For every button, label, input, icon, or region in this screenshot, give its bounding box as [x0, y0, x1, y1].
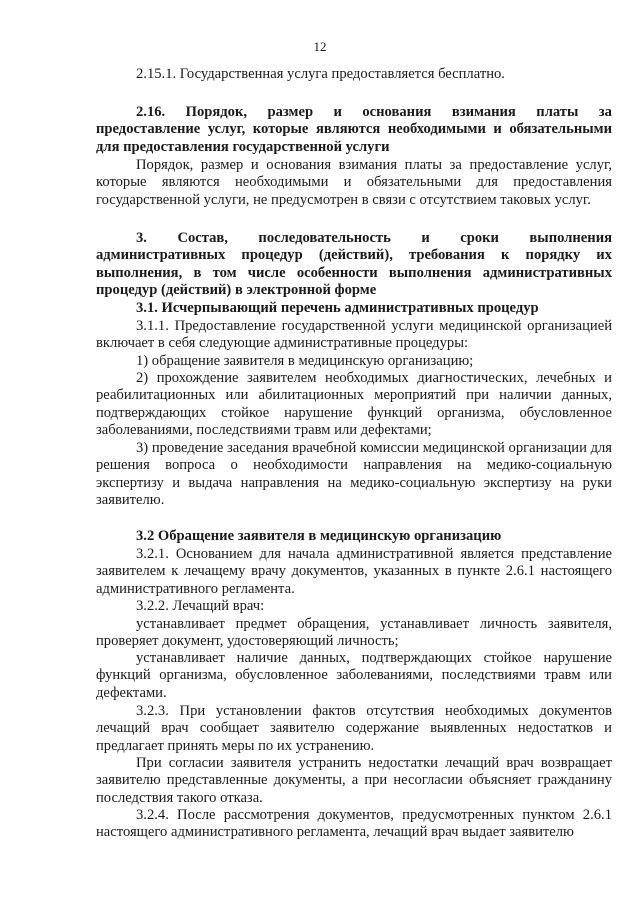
- list-item-1: 1) обращение заявителя в медицинскую организацию;: [136, 353, 474, 369]
- paragraph-3-1-1: 3.1.1. Предоставление государственной услуги медицинской организацией включает в себя следующие административные процедуры:: [96, 318, 612, 352]
- paragraph-3-2-2-b: устанавливает наличие данных, подтверждающих стойкое нарушение функций организма, обусловленное заболеваниями, последствиями травм или дефектами.: [96, 650, 612, 701]
- heading-3-line-4: процедур (действий) в электронной форме: [96, 282, 377, 299]
- heading-2-16-line-2: предоставление услуг, которые являются необходимыми и обязательными: [96, 121, 612, 138]
- paragraph-2-16: Порядок, размер и основания взимания платы за предоставление услуг, которые являются необходимыми и обязательными для предоставления государственной услуги, не предусмотрен в связи с отсутствием таковых услуг.: [96, 157, 612, 208]
- heading-3-line-2: административных процедур (действий), требования к порядку их: [96, 247, 612, 264]
- heading-3-2: 3.2 Обращение заявителя в медицинскую организацию: [136, 528, 502, 544]
- heading-3-line-1: 3. Состав, последовательность и сроки выполнения: [136, 230, 612, 246]
- heading-3: [96, 230, 612, 300]
- paragraph-3-2-2: 3.2.2. Лечащий врач:: [136, 598, 265, 614]
- paragraph-3-2-3: 3.2.3. При установлении фактов отсутствия необходимых документов лечащий врач сообщает заявителю содержание выявленных недостатков и предлагает принять меры по их устранению.: [96, 703, 612, 754]
- paragraph-3-2-4: 3.2.4. После рассмотрения документов, предусмотренных пунктом 2.6.1 настоящего административного регламента, лечащий врач выдает заявителю: [96, 807, 612, 841]
- paragraph-3-2-2-a: устанавливает предмет обращения, устанавливает личность заявителя, проверяет документ, удостоверяющий личность;: [96, 616, 612, 650]
- heading-2-16-line-3: для предоставления государственной услуги: [96, 138, 390, 155]
- heading-2-16: [96, 104, 612, 156]
- paragraph-3-2-3-b: При согласии заявителя устранить недостатки лечащий врач возвращает заявителю представленные документы, а при несогласии объясняет гражданину последствия такого отказа.: [96, 755, 612, 806]
- heading-2-16-line-1: 2.16. Порядок, размер и основания взимания платы за: [136, 104, 612, 120]
- page-number: 12: [313, 39, 327, 54]
- paragraph-2-15-1: 2.15.1. Государственная услуга предоставляется бесплатно.: [136, 66, 505, 82]
- list-item-2: 2) прохождение заявителем необходимых диагностических, лечебных и реабилитационных или абилитационных мероприятий при наличии данных, подтверждающих стойкое нарушение функций организма, обусловленное заболеваниями, последствиями травм или дефектами;: [96, 370, 612, 439]
- list-item-3: 3) проведение заседания врачебной комиссии медицинской организации для решения вопроса о необходимости направления на медико-социальную экспертизу и выдача направления на медико-социальную экспертизу на руки заявителю.: [96, 440, 612, 509]
- paragraph-3-2-1: 3.2.1. Основанием для начала административной является представление заявителем к лечащему врачу документов, указанных в пункте 2.6.1 настоящего административного регламента.: [96, 546, 612, 597]
- heading-3-line-3: выполнения, в том числе особенности выполнения административных: [96, 264, 612, 281]
- heading-3-1: 3.1. Исчерпывающий перечень административных процедур: [136, 300, 539, 316]
